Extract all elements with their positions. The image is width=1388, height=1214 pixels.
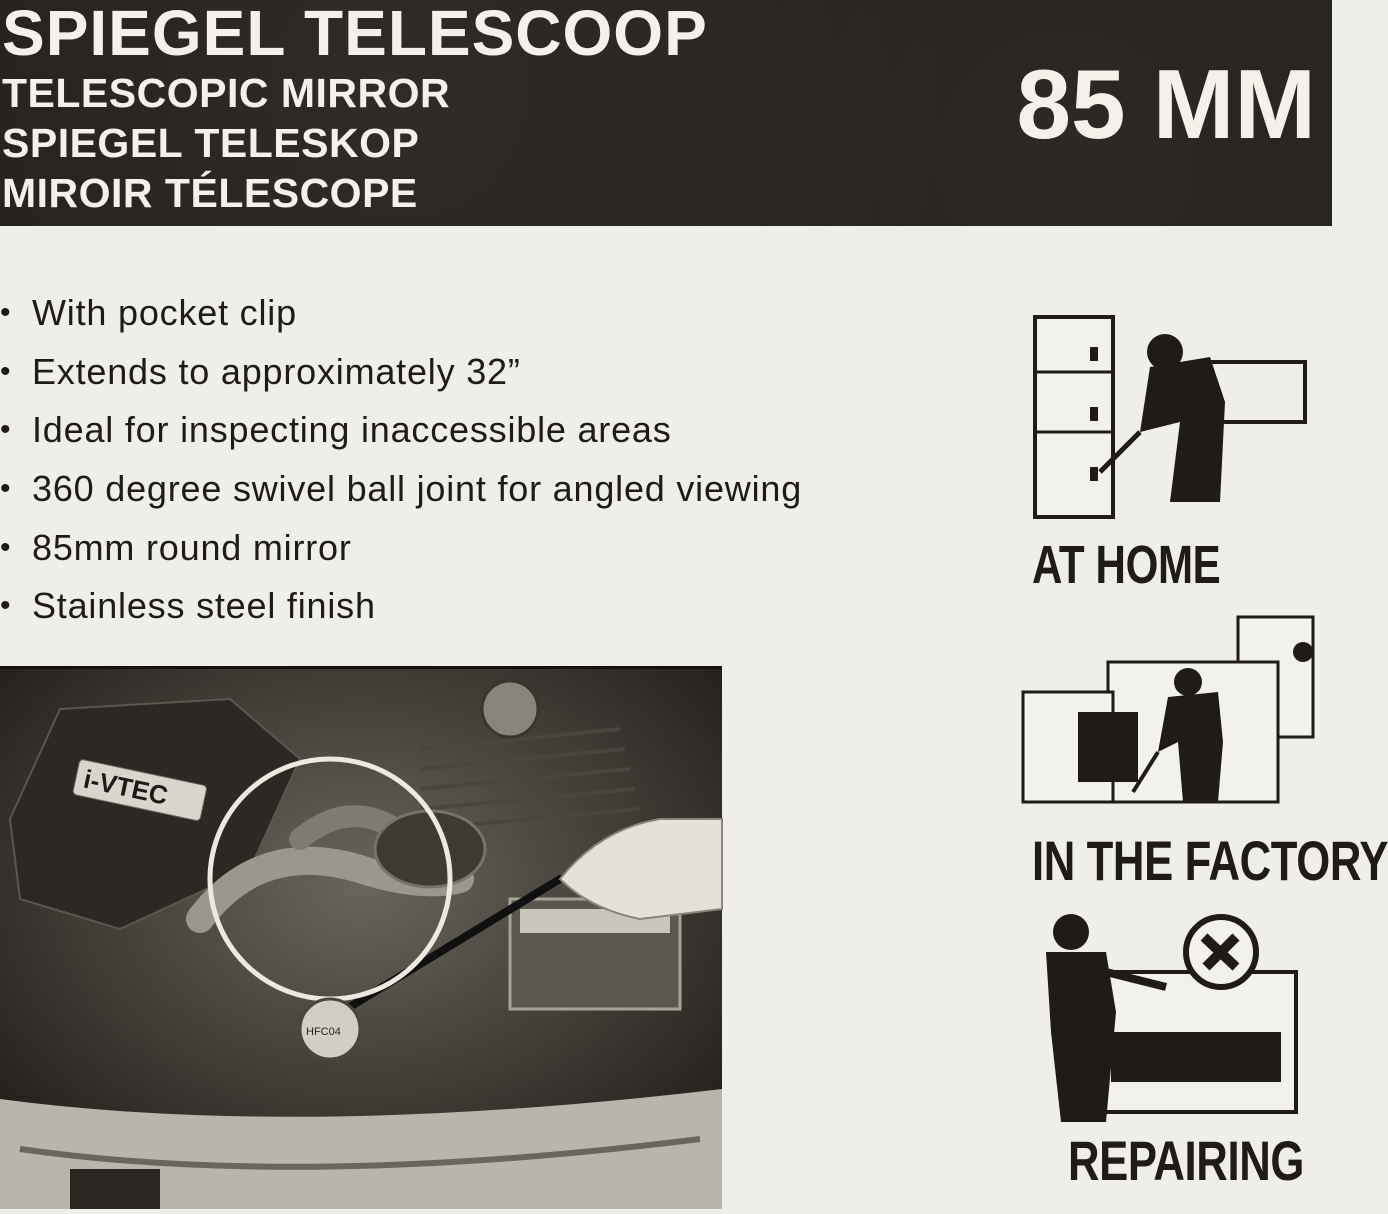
feature-item: • Extends to approximately 32” [0,350,521,392]
feature-item: • Ideal for inspecting inaccessible areas [0,409,672,451]
header-banner [0,0,1332,226]
engine-photo-illustration [0,669,722,1209]
car-repair-icon [1036,912,1301,1132]
bullet-icon: • [0,589,12,623]
bullet-icon: • [0,354,12,388]
product-title-german: SPIEGEL TELESKOP [2,120,420,166]
caption-in-the-factory: IN THE FACTORY [1032,829,1388,892]
ivtec-badge-text: i-VTEC [80,763,171,811]
feature-item: • With pocket clip [0,292,297,334]
radiator-cap-text: HFC04 [306,1026,341,1038]
bullet-icon: • [0,472,12,506]
product-title-english: TELESCOPIC MIRROR [2,70,451,116]
bullet-icon: • [0,413,12,447]
home-cupboard-icon [1030,312,1315,522]
feature-list [0,284,960,636]
bullet-icon: • [0,530,12,564]
feature-item: • 85mm round mirror [0,526,352,568]
factory-machine-icon [1018,612,1318,812]
bullet-icon: • [0,296,12,330]
product-title: SPIEGEL TELESCOOP [2,0,708,69]
feature-item: • Stainless steel finish [0,585,376,627]
mirror-size-label: 85 MM [1016,49,1316,159]
engine-bay-photo [0,666,722,1206]
feature-item: • 360 degree swivel ball joint for angled viewing [0,468,803,510]
caption-at-home: AT HOME [1032,535,1221,595]
product-title-french: MIROIR TÉLESCOPE [2,170,418,216]
caption-repairing: REPAIRING [1068,1129,1304,1192]
